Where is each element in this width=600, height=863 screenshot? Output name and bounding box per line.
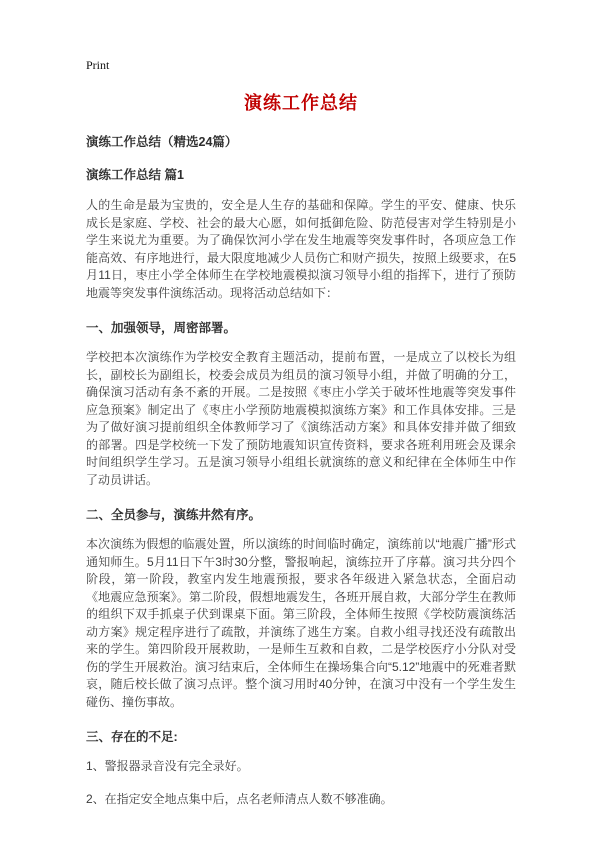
shortcoming-item-2: 2、在指定安全地点集中后，点名老师清点人数不够准确。 <box>86 791 393 806</box>
section-1-heading: 一、加强领导，周密部署。 <box>86 321 237 335</box>
section-1-body: 学校把本次演练作为学校安全教育主题活动，提前布置，一是成立了以校长为组长，副校长为副组长，校委会成员为组员的演习领导小组，并做了明确的分工，确保演习活动有条不紊的开展。二是按照《枣庄小学关于破坏性地震等突发事件应急预案》制定出了《枣庄小学预防地震模拟演练方案》和工作具体安排。三是为了做好演习提前组织全体教师学习了《演练活动方案》和具体安排并做了细致的部署。四是学校统一下发了预防地震知识宣传资料，要求各班利用班会及课余时间组织学生学习。五是演习领导小组组长就演练的意义和纪律在全体师生中作了动员讲话。 <box>86 350 516 487</box>
article-heading: 演练工作总结 篇1 <box>86 168 184 182</box>
section-2-body: 本次演练为假想的临震处置，所以演练的时间临时确定，演练前以“地震广播”形式通知师生。5月11日下午3时30分整，警报响起，演练拉开了序幕。演习共分四个阶段，第一阶段，教室内发生地震预报，要求各年级进入紧急状态，全面启动《地震应急预案》。第二阶段，假想地震发生，各班开展自救，大部分学生在教师的组织下双手抓桌子伏到课桌下面。第三阶段，全体师生按照《学校防震演练活动方案》规定程序进行了疏散，并演练了逃生方案。自救小组寻找还没有疏散出来的学生。第四阶段开展救助，一是师生互救和自救，二是学校医疗小分队对受伤的学生开展救治。演习结束后，全体师生在操场集合向“5.12”地震中的死难者默哀，随后校长做了演习点评。整个演习用时40分钟，在演习中没有一个学生发生碰伤、撞伤事故。 <box>86 537 516 709</box>
document-title: 演练工作总结 <box>244 93 358 113</box>
document-subtitle: 演练工作总结（精选24篇） <box>86 135 238 149</box>
section-2-heading: 二、全员参与，演练井然有序。 <box>86 508 262 522</box>
section-3-heading: 三、存在的不足: <box>86 730 178 744</box>
shortcoming-item-1: 1、警报器录音没有完全录好。 <box>86 759 249 773</box>
intro-paragraph: 人的生命是最为宝贵的，安全是人生存的基础和保障。学生的平安、健康、快乐成长是家庭、学校、社会的最大心愿，如何抵御危险、防范侵害对学生特别是小学生来说尤为重要。为了确保饮河小学在发生地震等突发事件时，各项应急工作能高效、有序地进行，最大限度地减少人员伤亡和财产损失，按照上级要求，在5月11日，枣庄小学全体师生在学校地震模拟演习领导小组的指挥下，进行了预防地震等突发事件演练活动。现将活动总结如下： <box>86 198 516 300</box>
print-button[interactable]: Print <box>86 58 110 72</box>
